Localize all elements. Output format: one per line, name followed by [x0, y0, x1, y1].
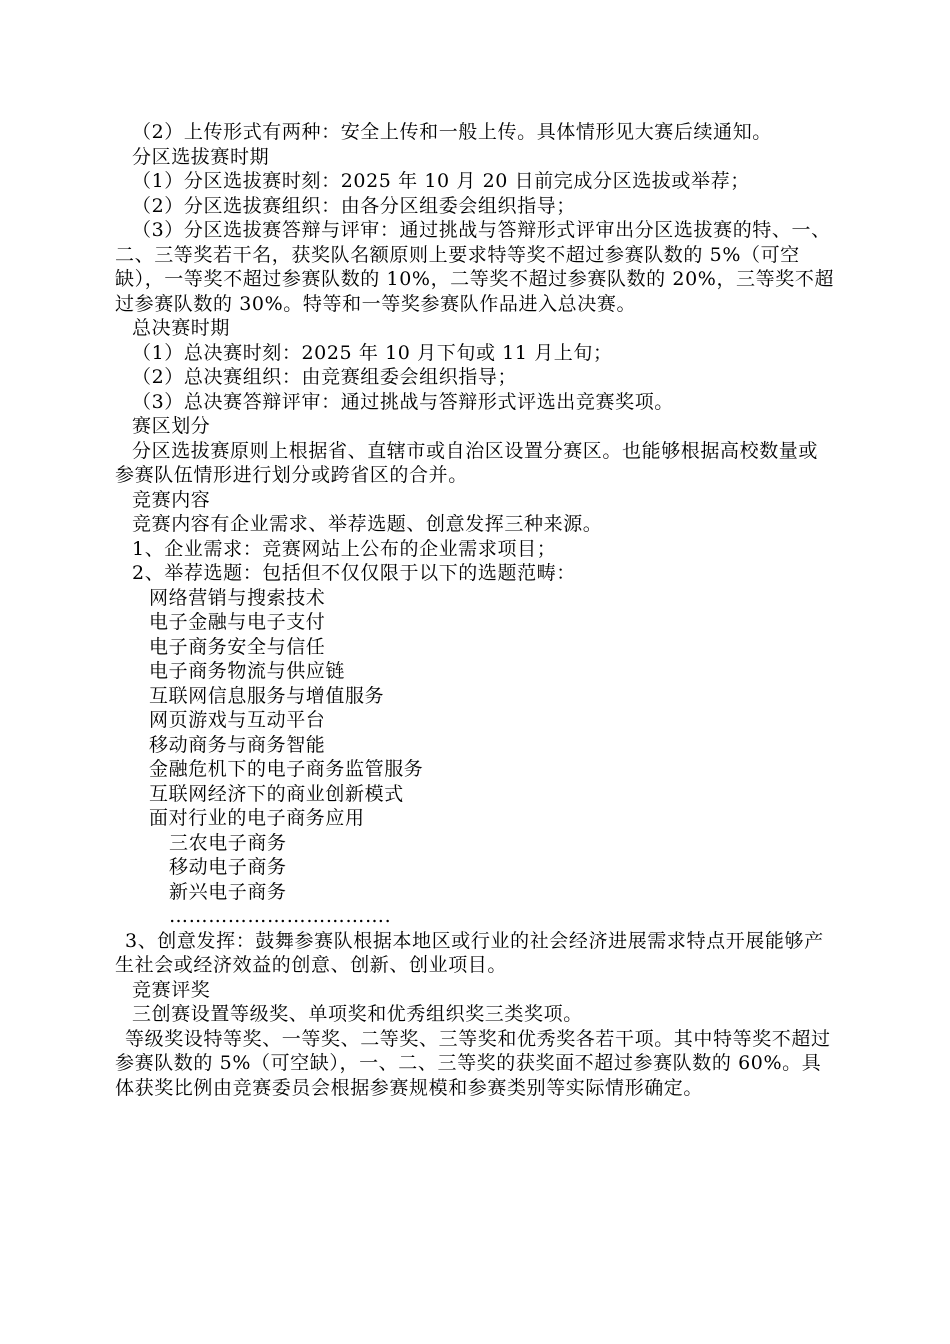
upload-form-paragraph: （2）上传形式有两种：安全上传和一般上传。具体情形见大赛后续通知。	[132, 121, 772, 143]
subtopic-2: 移动电子商务	[169, 856, 287, 878]
topic-7: 移动商务与商务智能	[149, 733, 326, 756]
topic-8: 金融危机下的电子商务监管服务	[149, 758, 424, 780]
subtopic-3: 新兴电子商务	[169, 880, 287, 903]
regional-heading: 分区选拔赛时期	[132, 145, 270, 168]
award-detail: 等级奖设特等奖、一等奖、二等奖、三等奖和优秀奖各若干项。其中特等奖不超过参赛队数的 5%（可空缺），一、二、三等奖的获奖面不超过参赛队数的 60%。具体获奖比例由竞赛委员会根据参赛规模和参赛类别等实际情形确定。	[115, 1027, 831, 1099]
division-heading: 赛区划分	[132, 415, 211, 437]
content-intro: 竞赛内容有企业需求、举荐选题、创意发挥三种来源。	[132, 513, 603, 535]
regional-item-2: （2）分区选拔赛组织：由各分区组委会组织指导；	[132, 194, 576, 217]
regional-item-3: （3）分区选拔赛答辩与评审：通过挑战与答辩形式评审出分区选拔赛的特、一、二、三等奖若干名，获奖队名额原则上要求特等奖不超过参赛队数的 5%（可空缺），一等奖不超过参赛队数的 10%，二等奖不超过参赛队数的 20%，三等奖不超过参赛队数的 30%。特等和一等奖参赛队作品进入总决赛。	[115, 219, 835, 315]
final-item-1: （1）总决赛时刻：2025 年 10 月下旬或 11 月上旬；	[132, 341, 613, 364]
topic-1: 网络营销与搜索技术	[149, 586, 326, 609]
award-intro: 三创赛设置等级奖、单项奖和优秀组织奖三类奖项。	[132, 1003, 583, 1025]
topic-9: 互联网经济下的商业创新模式	[149, 782, 404, 805]
final-item-2: （2）总决赛组织：由竞赛组委会组织指导；	[132, 366, 518, 388]
topic-10: 面对行业的电子商务应用	[149, 807, 365, 829]
content-item-1: 1、企业需求：竞赛网站上公布的企业需求项目；	[132, 537, 557, 560]
content-item-3: 3、创意发挥：鼓舞参赛队根据本地区或行业的社会经济进展需求特点开展能够产生社会或经济效益的创意、创新、创业项目。	[115, 929, 824, 976]
content-item-2: 2、举荐选题：包括但不仅仅限于以下的选题范畴：	[132, 562, 576, 584]
topic-3: 电子商务安全与信任	[149, 635, 326, 658]
division-paragraph: 分区选拔赛原则上根据省、直辖市或自治区设置分赛区。也能够根据高校数量或参赛队伍情形进行划分或跨省区的合并。	[115, 439, 819, 486]
subtopic-1: 三农电子商务	[169, 831, 287, 854]
document-body	[115, 120, 837, 1100]
topic-4: 电子商务物流与供应链	[149, 660, 346, 682]
final-item-3: （3）总决赛答辩评审：通过挑战与答辩形式评选出竞赛奖项。	[132, 390, 674, 413]
award-heading: 竞赛评奖	[132, 978, 211, 1001]
topic-2: 电子金融与电子支付	[149, 611, 326, 633]
regional-item-1: （1）分区选拔赛时刻：2025 年 10 月 20 日前完成分区选拔或举荐；	[132, 170, 750, 192]
topic-6: 网页游戏与互动平台	[149, 709, 326, 731]
topic-5: 互联网信息服务与增值服务	[149, 684, 385, 707]
content-heading: 竞赛内容	[132, 488, 211, 511]
final-heading: 总决赛时期	[132, 317, 231, 339]
subtopic-ellipsis: …………………………….	[169, 905, 392, 927]
